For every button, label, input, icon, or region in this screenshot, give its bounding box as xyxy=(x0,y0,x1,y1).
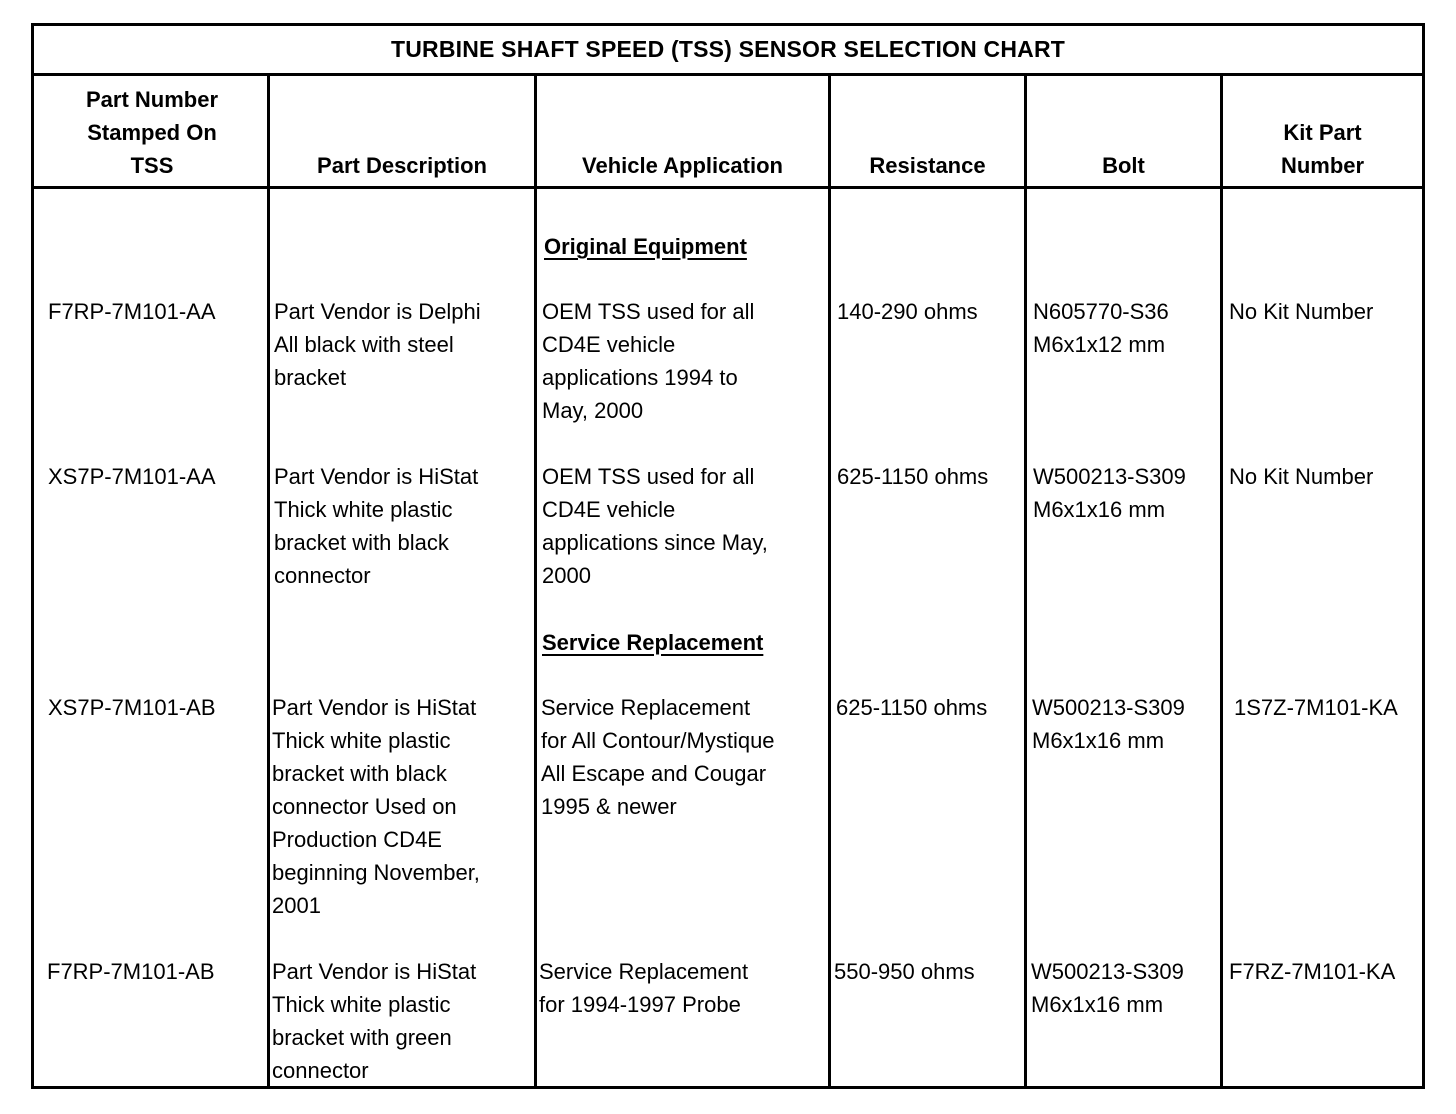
row2-application-line: 2000 xyxy=(542,563,591,588)
row4-description-line: Part Vendor is HiStat xyxy=(272,959,477,984)
header-part-number-line: Stamped On xyxy=(87,120,217,145)
row1-description-line: Part Vendor is Delphi xyxy=(274,299,481,324)
row2-description-line: Thick white plastic xyxy=(274,497,453,522)
row4-resistance: 550-950 ohms xyxy=(834,959,975,984)
row2-bolt-line: W500213-S309 xyxy=(1033,464,1186,489)
row3-description-line: bracket with black xyxy=(272,761,447,786)
row1-application-line: May, 2000 xyxy=(542,398,644,423)
header-part-number-line: TSS xyxy=(130,153,174,178)
row2-application-line: CD4E vehicle xyxy=(542,497,676,522)
header-kit-line: Kit Part xyxy=(1283,120,1362,145)
row2-kit: No Kit Number xyxy=(1229,464,1374,489)
row3-description-line: Thick white plastic xyxy=(272,728,451,753)
row1-kit: No Kit Number xyxy=(1229,299,1374,324)
row2-application-line: applications since May, xyxy=(542,530,768,555)
column-divider xyxy=(1220,73,1223,1086)
row1-application-line: OEM TSS used for all xyxy=(542,299,755,324)
row1-description xyxy=(274,295,481,394)
header-resistance: Resistance xyxy=(869,153,986,178)
row3-bolt-line: W500213-S309 xyxy=(1032,695,1185,720)
row1-bolt-line: M6x1x12 mm xyxy=(1033,332,1166,357)
row3-resistance: 625-1150 ohms xyxy=(836,695,988,720)
row4-application-line: Service Replacement xyxy=(539,959,749,984)
row4-part-number: F7RP-7M101-AB xyxy=(47,959,215,984)
header-bolt: Bolt xyxy=(1102,153,1145,178)
row4-description-line: connector xyxy=(272,1058,369,1083)
row2-description-line: bracket with black xyxy=(274,530,449,555)
row1-application-line: CD4E vehicle xyxy=(542,332,676,357)
chart-title: TURBINE SHAFT SPEED (TSS) SENSOR SELECTION CHART xyxy=(34,26,1422,76)
row2-bolt-line: M6x1x16 mm xyxy=(1033,497,1166,522)
row3-bolt xyxy=(1032,691,1185,757)
row2-bolt xyxy=(1033,460,1186,526)
header-divider xyxy=(34,186,1422,189)
tss-selection-chart xyxy=(31,23,1425,1089)
row3-application-line: for All Contour/Mystique xyxy=(541,728,775,753)
row1-resistance: 140-290 ohms xyxy=(837,299,978,324)
header-part-number xyxy=(34,76,270,186)
row3-description-line: 2001 xyxy=(272,893,321,918)
row3-description-line: connector Used on xyxy=(272,794,457,819)
header-kit-line: Number xyxy=(1280,153,1365,178)
row1-bolt xyxy=(1033,295,1169,361)
column-divider xyxy=(534,73,537,1086)
row3-bolt-line: M6x1x16 mm xyxy=(1032,728,1165,753)
row4-description-line: bracket with green xyxy=(272,1025,452,1050)
section-original-equipment: Original Equipment xyxy=(544,234,747,259)
row2-description-line: connector xyxy=(274,563,371,588)
column-divider xyxy=(828,73,831,1086)
row3-part-number: XS7P-7M101-AB xyxy=(48,695,216,720)
row3-description-line: Part Vendor is HiStat xyxy=(272,695,477,720)
header-part-number-line: Part Number xyxy=(85,87,219,112)
row4-application-line: for 1994-1997 Probe xyxy=(539,992,741,1017)
row4-bolt-line: W500213-S309 xyxy=(1031,959,1184,984)
row1-application-line: applications 1994 to xyxy=(542,365,738,390)
header-part-description: Part Description xyxy=(317,153,487,178)
row3-application-line: Service Replacement xyxy=(541,695,751,720)
row1-part-number: F7RP-7M101-AA xyxy=(48,299,216,324)
row3-description-line: Production CD4E xyxy=(272,827,442,852)
row2-application-line: OEM TSS used for all xyxy=(542,464,755,489)
header-kit-part-number xyxy=(1223,76,1422,186)
row2-resistance: 625-1150 ohms xyxy=(837,464,989,489)
row2-description-line: Part Vendor is HiStat xyxy=(274,464,479,489)
row3-kit: 1S7Z-7M101-KA xyxy=(1234,695,1398,720)
row4-description xyxy=(272,955,476,1087)
row1-application xyxy=(542,295,754,427)
row2-application xyxy=(542,460,768,592)
column-divider xyxy=(1024,73,1027,1086)
row3-application-line: All Escape and Cougar xyxy=(541,761,767,786)
row4-application xyxy=(539,955,748,1021)
row4-bolt-line: M6x1x16 mm xyxy=(1031,992,1164,1017)
row2-part-number: XS7P-7M101-AA xyxy=(48,464,216,489)
row2-description xyxy=(274,460,478,592)
row4-bolt xyxy=(1031,955,1184,1021)
header-vehicle-application: Vehicle Application xyxy=(582,153,783,178)
row3-application-line: 1995 & newer xyxy=(541,794,677,819)
row1-bolt-line: N605770-S36 xyxy=(1033,299,1169,324)
row3-application xyxy=(541,691,775,823)
row1-description-line: bracket xyxy=(274,365,347,390)
row1-description-line: All black with steel xyxy=(274,332,454,357)
row4-kit: F7RZ-7M101-KA xyxy=(1229,959,1396,984)
row3-description-line: beginning November, xyxy=(272,860,480,885)
row3-description xyxy=(272,691,480,922)
section-service-replacement: Service Replacement xyxy=(542,630,764,655)
row4-description-line: Thick white plastic xyxy=(272,992,451,1017)
column-divider xyxy=(267,73,270,1086)
